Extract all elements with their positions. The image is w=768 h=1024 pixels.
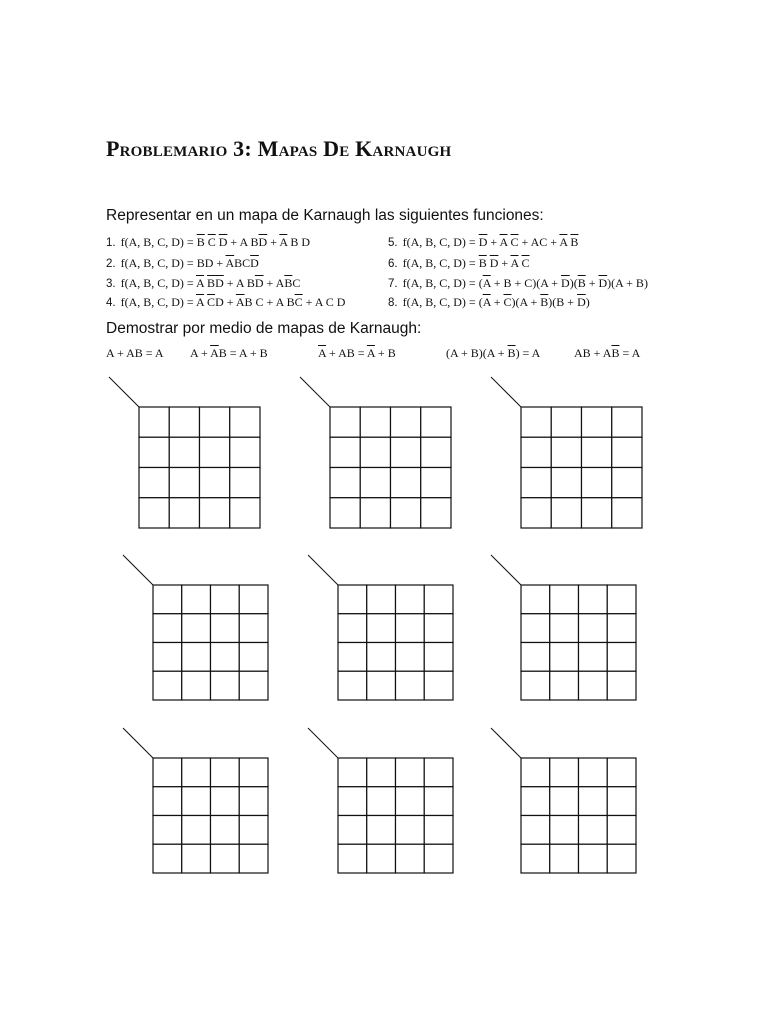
kmap-cell bbox=[521, 437, 551, 467]
kmap-cell bbox=[169, 498, 199, 528]
kmap-cell bbox=[579, 787, 608, 816]
complement-term: $\overline{A}$ bbox=[318, 346, 327, 360]
complement-term: $\overline{D}$ bbox=[250, 256, 259, 270]
karnaugh-map-9 bbox=[490, 727, 636, 873]
kmap-cell bbox=[139, 437, 169, 467]
kmap-cell bbox=[550, 816, 579, 845]
identity-3 bbox=[318, 346, 396, 361]
kmap-cell bbox=[550, 585, 579, 614]
kmap-cell bbox=[239, 816, 268, 845]
kmap-cell bbox=[579, 758, 608, 787]
complement-term: $\overline{A}$ bbox=[235, 295, 245, 309]
function-7: 7. f(A, B, C, $D) = (\overline{A} + B + C)(A + \overline{D})(\overline{B} + \overline{D})(A + B)$ bbox=[388, 276, 648, 290]
kmap-cell bbox=[579, 816, 608, 845]
complement-term: $\overline{A}$ bbox=[510, 256, 519, 270]
kmap-cell bbox=[182, 816, 211, 845]
kmap-cell bbox=[239, 787, 268, 816]
kmap-cell bbox=[330, 407, 360, 437]
kmap-cell bbox=[230, 498, 260, 528]
kmap-cell bbox=[338, 816, 367, 845]
complement-term: $\overline{A}$ bbox=[210, 346, 219, 360]
kmap-cell bbox=[579, 844, 608, 873]
expression-term: = A bbox=[619, 346, 641, 360]
kmap-cell bbox=[424, 787, 453, 816]
kmap-cell bbox=[200, 468, 230, 498]
function-8: 8. f(A, B, C, $D) = (\overline{A} + \overline{C})(A + \overline{B})(B + \overline{D})$ bbox=[388, 295, 590, 309]
complement-term: $\overline{A}$ bbox=[559, 235, 568, 249]
kmap-cell bbox=[579, 614, 608, 643]
complement-term: $\overline{C}$ bbox=[207, 235, 216, 249]
kmap-cell bbox=[153, 671, 182, 700]
kmap-cell bbox=[391, 437, 421, 467]
kmap-cell bbox=[421, 437, 451, 467]
kmap-cell bbox=[551, 407, 581, 437]
kmap-cell bbox=[612, 468, 642, 498]
kmap-cell bbox=[338, 643, 367, 672]
complement-term: $\overline{A}$ bbox=[279, 235, 288, 249]
expression-term: D + bbox=[215, 295, 236, 309]
section-heading-demostrar: Demostrar por medio de mapas de Karnaugh: bbox=[106, 320, 422, 337]
kmap-cell bbox=[396, 787, 425, 816]
complement-term: $\overline{B}$ bbox=[540, 295, 549, 309]
complement-term: $\overline{A}$ bbox=[196, 276, 205, 290]
complement-term: $\overline{D}$ bbox=[478, 235, 488, 249]
kmap-cell bbox=[169, 437, 199, 467]
kmap-cell bbox=[396, 758, 425, 787]
expression-term: BD + bbox=[196, 256, 226, 270]
complement-term: $\overline{A}$ bbox=[482, 295, 491, 309]
expression-term: ) bbox=[585, 295, 590, 309]
kmap-cell bbox=[182, 844, 211, 873]
complement-term: $\overline{C}$ bbox=[510, 235, 519, 249]
kmap-cell bbox=[424, 671, 453, 700]
kmap-cell bbox=[338, 844, 367, 873]
complement-term: $\overline{C}$ bbox=[503, 295, 512, 309]
corner-diagonal-line bbox=[300, 377, 330, 407]
kmap-cell bbox=[396, 844, 425, 873]
complement-term: $\overline{A}$ bbox=[482, 276, 491, 290]
complement-term: $\overline{C}$ bbox=[521, 256, 530, 270]
kmap-cell bbox=[153, 787, 182, 816]
kmap-cell bbox=[239, 758, 268, 787]
kmap-cell bbox=[182, 758, 211, 787]
kmap-cell bbox=[239, 643, 268, 672]
expression-term: AB + A bbox=[574, 346, 612, 360]
complement-term: $\overline{C}$ bbox=[207, 295, 216, 309]
kmap-cell bbox=[396, 614, 425, 643]
kmap-cell bbox=[338, 585, 367, 614]
expression-term: + A bbox=[263, 276, 285, 290]
kmap-cell bbox=[153, 614, 182, 643]
corner-diagonal-line bbox=[491, 377, 521, 407]
kmap-cell bbox=[360, 407, 390, 437]
kmap-cell bbox=[338, 758, 367, 787]
expression-term: + B bbox=[374, 346, 396, 360]
function-1: 1. f(A, B, C, $D) = \overline{B}$ $\overline{C}$ $\overline{D} + A$ $B\overline{D} + \overline{A}$ B D bbox=[106, 235, 310, 249]
kmap-cell bbox=[612, 407, 642, 437]
corner-diagonal-line bbox=[123, 555, 153, 585]
kmap-cell bbox=[424, 614, 453, 643]
kmap-cell bbox=[182, 585, 211, 614]
kmap-cell bbox=[551, 468, 581, 498]
kmap-cell bbox=[367, 816, 396, 845]
kmap-cell bbox=[360, 498, 390, 528]
kmap-cell bbox=[211, 844, 240, 873]
complement-term: $\overline{D}$ bbox=[218, 235, 228, 249]
kmap-cell bbox=[182, 671, 211, 700]
kmap-cell bbox=[424, 816, 453, 845]
expression-term: )(A + bbox=[511, 295, 541, 309]
kmap-cell bbox=[421, 468, 451, 498]
kmap-cell bbox=[182, 787, 211, 816]
kmap-cell bbox=[579, 585, 608, 614]
expression-term: )(B + bbox=[548, 295, 578, 309]
kmap-cell bbox=[330, 498, 360, 528]
corner-diagonal-line bbox=[109, 377, 139, 407]
kmap-cell bbox=[607, 585, 636, 614]
karnaugh-map-8 bbox=[307, 727, 453, 873]
karnaugh-map-4 bbox=[122, 554, 268, 700]
expression-term: + bbox=[267, 235, 280, 249]
expression-term: + A B bbox=[227, 235, 259, 249]
karnaugh-map-1 bbox=[108, 376, 260, 528]
expression-term: + bbox=[487, 235, 500, 249]
kmap-cell bbox=[338, 614, 367, 643]
expression-term: + bbox=[585, 276, 599, 290]
kmap-cell bbox=[550, 758, 579, 787]
identity-2 bbox=[190, 346, 268, 361]
complement-term: $\overline{A}$ bbox=[499, 235, 508, 249]
kmap-cell bbox=[200, 498, 230, 528]
expression-term: + B + C)(A + bbox=[490, 276, 562, 290]
complement-term: $\overline{B}$ bbox=[207, 276, 216, 290]
function-3: 3. f(A, B, C, $D) = \overline{A}$ $\overline{B}\overline{D} + A$ $B\overline{D} + A\overline{B}C$ bbox=[106, 276, 301, 290]
kmap-cell bbox=[182, 614, 211, 643]
expression-term: BC bbox=[234, 256, 251, 270]
kmap-cell bbox=[367, 671, 396, 700]
expression-term: + AC + bbox=[518, 235, 560, 249]
kmap-cell bbox=[200, 437, 230, 467]
corner-diagonal-line bbox=[491, 555, 521, 585]
kmap-cell bbox=[153, 643, 182, 672]
kmap-cell bbox=[579, 671, 608, 700]
page-title: Problemario 3: Mapas De Karnaugh bbox=[106, 136, 452, 161]
kmap-cell bbox=[582, 437, 612, 467]
expression-term: + bbox=[498, 256, 511, 270]
function-5: 5. f(A, B, C, $D) = \overline{D} + \overline{A}$ $\overline{C}$ + AC + $\overline{A}$ $\overline{B}$ bbox=[388, 235, 579, 249]
expression-term: C bbox=[292, 276, 301, 290]
expression-term: + A C D bbox=[302, 295, 346, 309]
kmap-cell bbox=[424, 643, 453, 672]
kmap-cell bbox=[607, 816, 636, 845]
complement-term: $\overline{A}$ bbox=[196, 295, 205, 309]
kmap-cell bbox=[521, 585, 550, 614]
kmap-cell bbox=[521, 407, 551, 437]
kmap-cell bbox=[211, 787, 240, 816]
kmap-cell bbox=[396, 816, 425, 845]
kmap-cell bbox=[521, 671, 550, 700]
kmap-cell bbox=[169, 407, 199, 437]
kmap-cell bbox=[211, 671, 240, 700]
complement-term: $\overline{B}$ bbox=[196, 235, 205, 249]
identity-1 bbox=[106, 346, 164, 361]
kmap-cell bbox=[367, 844, 396, 873]
expression-term: B D bbox=[287, 235, 310, 249]
kmap-cell bbox=[551, 437, 581, 467]
kmap-cell bbox=[211, 816, 240, 845]
kmap-cell bbox=[153, 816, 182, 845]
kmap-cell bbox=[139, 468, 169, 498]
complement-term: $\overline{B}$ bbox=[507, 346, 516, 360]
kmap-cell bbox=[230, 437, 260, 467]
expression-term: (A + B)(A + bbox=[446, 346, 508, 360]
kmap-cell bbox=[421, 407, 451, 437]
kmap-cell bbox=[521, 816, 550, 845]
corner-diagonal-line bbox=[123, 728, 153, 758]
complement-term: $\overline{D}$ bbox=[254, 276, 264, 290]
karnaugh-map-5 bbox=[307, 554, 453, 700]
karnaugh-map-3 bbox=[490, 376, 642, 528]
kmap-cell bbox=[239, 614, 268, 643]
kmap-cell bbox=[239, 671, 268, 700]
kmap-cell bbox=[607, 758, 636, 787]
corner-diagonal-line bbox=[308, 555, 338, 585]
kmap-cell bbox=[338, 671, 367, 700]
kmap-cell bbox=[211, 614, 240, 643]
kmap-cell bbox=[396, 585, 425, 614]
kmap-cell bbox=[139, 407, 169, 437]
kmap-cell bbox=[551, 498, 581, 528]
complement-term: $\overline{B}$ bbox=[570, 235, 579, 249]
kmap-cell bbox=[550, 671, 579, 700]
kmap-cell bbox=[211, 585, 240, 614]
kmap-cell bbox=[391, 407, 421, 437]
identity-5 bbox=[574, 346, 640, 361]
kmap-cell bbox=[521, 498, 551, 528]
kmap-cell bbox=[607, 643, 636, 672]
kmap-cell bbox=[211, 758, 240, 787]
kmap-cell bbox=[360, 468, 390, 498]
kmap-cell bbox=[550, 787, 579, 816]
kmap-cell bbox=[521, 643, 550, 672]
expression-term: ( bbox=[478, 276, 483, 290]
kmap-cell bbox=[424, 585, 453, 614]
complement-term: $\overline{B}$ bbox=[611, 346, 620, 360]
kmap-cell bbox=[521, 614, 550, 643]
kmap-cell bbox=[424, 844, 453, 873]
complement-term: $\overline{B}$ bbox=[284, 276, 293, 290]
identity-4 bbox=[446, 346, 540, 361]
kmap-cell bbox=[421, 498, 451, 528]
complement-term: $\overline{A}$ bbox=[366, 346, 375, 360]
karnaugh-map-7 bbox=[122, 727, 268, 873]
kmap-cell bbox=[367, 787, 396, 816]
kmap-cell bbox=[521, 787, 550, 816]
kmap-cell bbox=[153, 585, 182, 614]
kmap-cell bbox=[239, 844, 268, 873]
complement-term: $\overline{D}$ bbox=[577, 295, 586, 309]
kmap-cell bbox=[330, 468, 360, 498]
complement-term: $\overline{B}$ bbox=[577, 276, 586, 290]
expression-term: )(A + B) bbox=[607, 276, 648, 290]
kmap-cell bbox=[612, 498, 642, 528]
section-heading-representar: Representar en un mapa de Karnaugh las siguientes funciones: bbox=[106, 207, 544, 224]
kmap-cell bbox=[239, 585, 268, 614]
kmap-cell bbox=[367, 614, 396, 643]
kmap-cell bbox=[607, 614, 636, 643]
kmap-cell bbox=[424, 758, 453, 787]
expression-term: A + bbox=[190, 346, 211, 360]
complement-term: $\overline{D}$ bbox=[215, 276, 224, 290]
kmap-cell bbox=[579, 643, 608, 672]
function-6: 6. f(A, B, C, $D) = \overline{B}$ $\overline{D} + \overline{A}$ $\overline{C}$ bbox=[388, 256, 530, 270]
kmap-cell bbox=[182, 643, 211, 672]
kmap-cell bbox=[521, 468, 551, 498]
kmap-cell bbox=[607, 671, 636, 700]
kmap-cell bbox=[582, 468, 612, 498]
expression-term: A + AB = A bbox=[106, 346, 164, 360]
kmap-cell bbox=[153, 844, 182, 873]
kmap-cell bbox=[582, 498, 612, 528]
kmap-cell bbox=[139, 498, 169, 528]
kmap-cell bbox=[612, 437, 642, 467]
complement-term: $\overline{D}$ bbox=[258, 235, 268, 249]
function-2: 2. f(A, B, C, D) = BD + $\overline{A}BC\overline{D}$ bbox=[106, 256, 259, 270]
function-4: 4. f(A, B, C, $D) = \overline{A}$ $\overline{C}D + \overline{A}B$ C + A $B\overline{C} + A$ C D bbox=[106, 295, 346, 309]
kmap-cell bbox=[211, 643, 240, 672]
kmap-cell bbox=[200, 407, 230, 437]
complement-term: $\overline{D}$ bbox=[561, 276, 570, 290]
kmap-cell bbox=[607, 844, 636, 873]
expression-term: + bbox=[490, 295, 504, 309]
complement-term: $\overline{C}$ bbox=[294, 295, 303, 309]
kmap-cell bbox=[230, 407, 260, 437]
corner-diagonal-line bbox=[308, 728, 338, 758]
complement-term: $\overline{A}$ bbox=[225, 256, 235, 270]
kmap-cell bbox=[169, 468, 199, 498]
kmap-cell bbox=[550, 643, 579, 672]
kmap-cell bbox=[521, 844, 550, 873]
kmap-cell bbox=[582, 407, 612, 437]
expression-term: )( bbox=[569, 276, 578, 290]
kmap-cell bbox=[550, 614, 579, 643]
expression-term: + A B bbox=[223, 276, 255, 290]
expression-term: ) = A bbox=[515, 346, 541, 360]
kmap-cell bbox=[330, 437, 360, 467]
kmap-cell bbox=[607, 787, 636, 816]
kmap-cell bbox=[360, 437, 390, 467]
complement-term: $\overline{D}$ bbox=[598, 276, 608, 290]
kmap-cell bbox=[391, 498, 421, 528]
expression-term: ( bbox=[478, 295, 483, 309]
expression-term: B C + A B bbox=[244, 295, 295, 309]
complement-term: $\overline{B}$ bbox=[478, 256, 487, 270]
karnaugh-map-6 bbox=[490, 554, 636, 700]
kmap-cell bbox=[367, 758, 396, 787]
expression-term: + AB = bbox=[326, 346, 367, 360]
complement-term: $\overline{D}$ bbox=[489, 256, 499, 270]
kmap-cell bbox=[391, 468, 421, 498]
kmap-cell bbox=[230, 468, 260, 498]
karnaugh-map-2 bbox=[299, 376, 451, 528]
kmap-cell bbox=[521, 758, 550, 787]
kmap-cell bbox=[396, 671, 425, 700]
kmap-cell bbox=[153, 758, 182, 787]
corner-diagonal-line bbox=[491, 728, 521, 758]
kmap-cell bbox=[550, 844, 579, 873]
kmap-cell bbox=[367, 643, 396, 672]
kmap-cell bbox=[396, 643, 425, 672]
kmap-cell bbox=[367, 585, 396, 614]
kmap-cell bbox=[338, 787, 367, 816]
expression-term: B = A + B bbox=[218, 346, 268, 360]
